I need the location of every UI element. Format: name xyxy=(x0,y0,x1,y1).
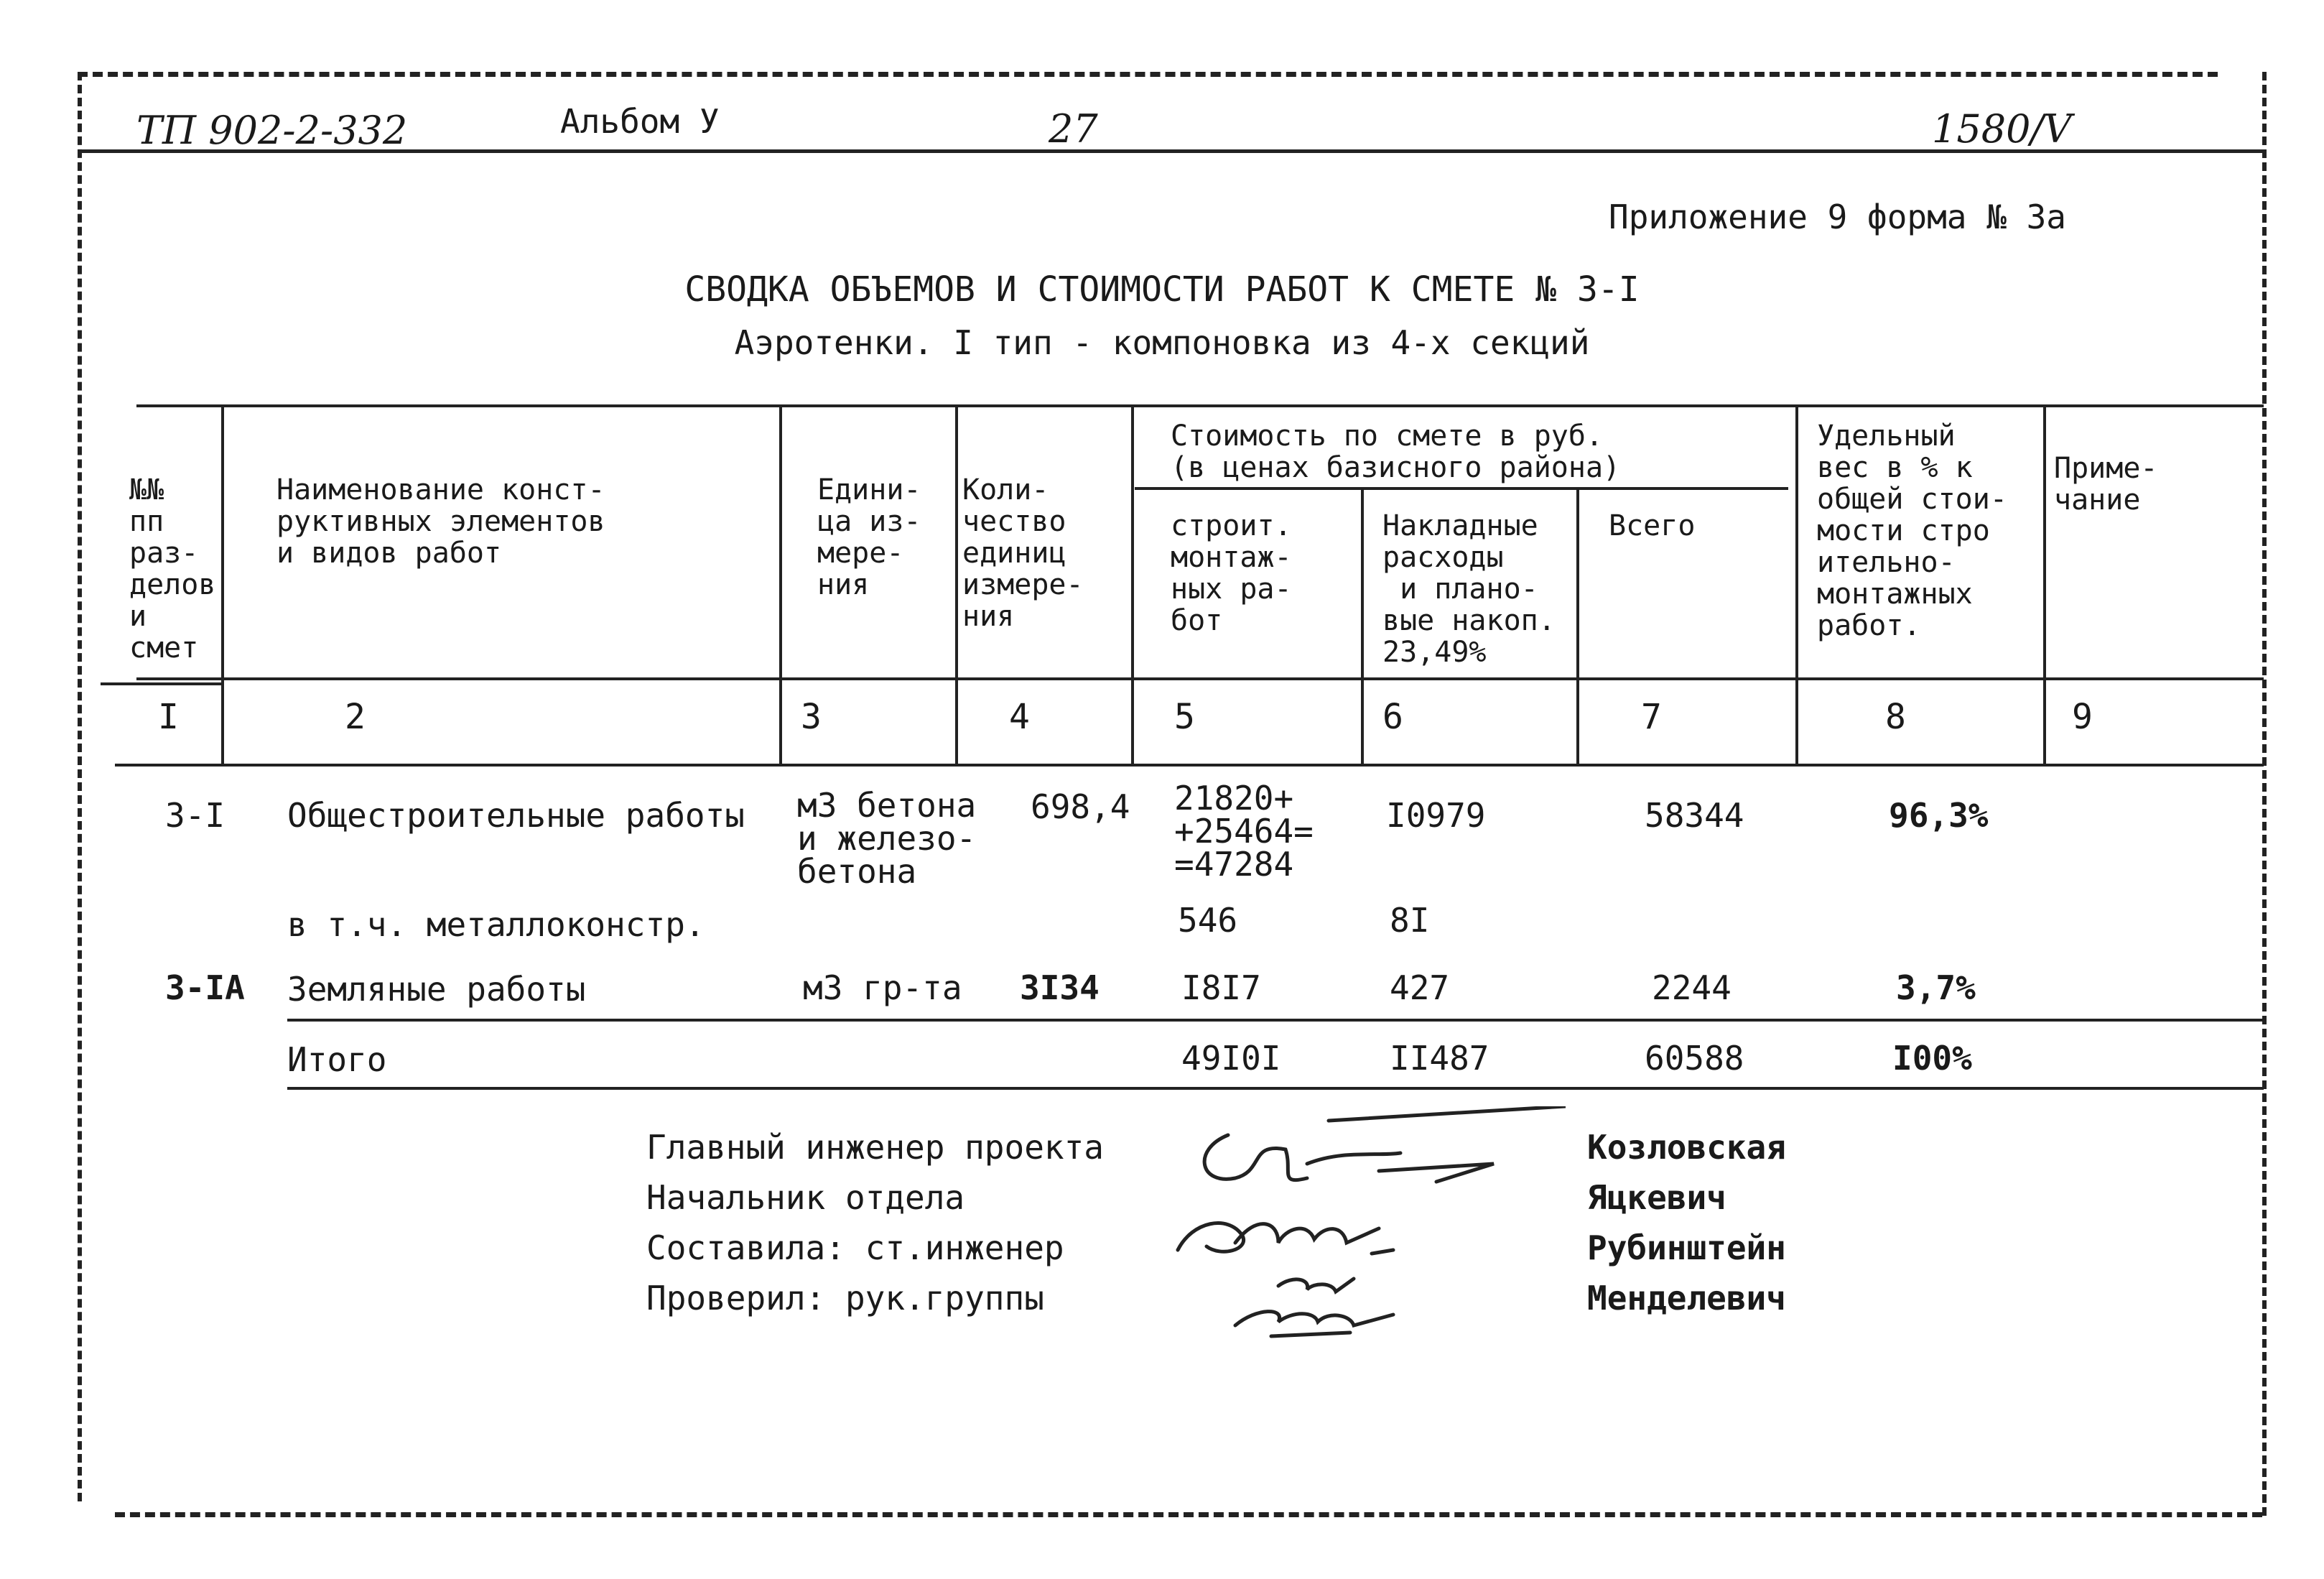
col-header-unit: Едини- ца из- мере- ния xyxy=(817,473,921,601)
col-divider-4 xyxy=(1131,404,1134,764)
col-number: 9 xyxy=(2072,697,2093,737)
signature-name: Менделевич xyxy=(1587,1279,1786,1318)
col-header-overhead: Накладные расходы и плано- вые накоп. 23,49% xyxy=(1382,509,1556,669)
page-number: 27 xyxy=(1049,106,1098,152)
col-header-note: Приме- чание xyxy=(2054,452,2158,517)
col-header-cost-group: Стоимость по смете в руб. (в ценах базисного района) xyxy=(1171,420,1621,484)
table-row-cost: 21820+ +25464= =47284 xyxy=(1174,779,1314,884)
col-number: 6 xyxy=(1382,697,1403,737)
col-number: 4 xyxy=(1009,697,1030,737)
table-row-share: 3,7% xyxy=(1896,968,1976,1007)
col-divider-7 xyxy=(1795,404,1798,764)
col-header-quantity: Коли- чество единиц измере- ния xyxy=(962,473,1084,633)
column-number-line xyxy=(115,764,2264,767)
col-header-construction-cost: строит. монтаж- ных ра- бот xyxy=(1171,509,1292,637)
table-row-unit: м3 гр-та xyxy=(803,968,962,1007)
signature-name: Козловская xyxy=(1587,1128,1786,1167)
table-row-quantity: 698,4 xyxy=(1031,787,1130,826)
album-label: Альбом У xyxy=(560,102,720,141)
table-row-total: 60588 xyxy=(1645,1039,1744,1078)
signature-name: Яцкевич xyxy=(1587,1178,1726,1217)
col-number: 7 xyxy=(1641,697,1662,737)
table-row-overhead: I0979 xyxy=(1386,796,1486,835)
col-number: I xyxy=(158,697,179,737)
col-divider-5 xyxy=(1361,488,1364,764)
table-row-unit: м3 бетона и железо- бетона xyxy=(797,786,977,891)
col-number: 5 xyxy=(1174,697,1195,737)
table-row-number: 3-I xyxy=(165,796,226,835)
table-row-name: Итого xyxy=(287,1040,387,1079)
signature-name: Рубинштейн xyxy=(1587,1228,1786,1267)
col-divider-1 xyxy=(221,404,224,764)
table-row-overhead: II487 xyxy=(1390,1039,1489,1078)
signature-role: Главный инженер проекта xyxy=(646,1128,1104,1167)
table-row-overhead: 427 xyxy=(1390,968,1450,1007)
document-subtitle: Аэротенки. I тип - компоновка из 4-х секций xyxy=(734,323,1590,362)
table-row-cost: 546 xyxy=(1178,901,1238,940)
col-divider-6 xyxy=(1576,488,1579,764)
col-header-name: Наименование конст- руктивных элементов и видов работ xyxy=(276,473,605,570)
signature-role: Начальник отдела xyxy=(646,1178,965,1217)
col-number: 2 xyxy=(345,697,366,737)
frame-top-border xyxy=(78,72,2218,77)
col-divider-2 xyxy=(779,404,782,764)
document-title: СВОДКА ОБЪЕМОВ И СТОИМОСТИ РАБОТ К СМЕТЕ № 3-I xyxy=(684,269,1640,310)
table-row-name: Земляные работы xyxy=(287,970,586,1009)
project-code: ТП 902-2-332 xyxy=(136,108,408,153)
col-header-number: №№ пп раз- делов и смет xyxy=(129,473,216,665)
handwritten-signatures xyxy=(1163,1106,1566,1343)
table-row-cost: I8I7 xyxy=(1181,968,1261,1007)
table-row-name: Общестроительные работы xyxy=(287,796,745,835)
table-top-line xyxy=(136,404,2264,407)
total-separator-line xyxy=(287,1019,2264,1022)
table-row-cost: 49I0I xyxy=(1181,1039,1281,1078)
table-row-total: 2244 xyxy=(1652,968,1732,1007)
table-row-total: 58344 xyxy=(1645,796,1744,835)
signature-role: Проверил: рук.группы xyxy=(646,1279,1044,1318)
table-row-share: I00% xyxy=(1892,1039,1972,1078)
table-row-number: 3-IА xyxy=(165,968,245,1007)
col-divider-3 xyxy=(955,404,958,764)
cost-group-line xyxy=(1135,487,1788,490)
col-divider-8 xyxy=(2043,404,2046,764)
col-header-share: Удельный вес в % к общей стои- мости стро ительно- монтажных работ. xyxy=(1817,420,2007,642)
table-bottom-line xyxy=(287,1087,2264,1090)
col-header-total: Всего xyxy=(1609,509,1696,542)
col-number: 3 xyxy=(801,697,822,737)
frame-bottom-border xyxy=(115,1512,2262,1517)
signature-role: Составила: ст.инженер xyxy=(646,1228,1064,1267)
table-row-name: в т.ч. металлоконстр. xyxy=(287,905,705,944)
table-header-line xyxy=(136,677,2264,680)
table-header-line-left xyxy=(101,682,223,685)
table-row-share: 96,3% xyxy=(1889,796,1989,835)
table-row-quantity: 3I34 xyxy=(1020,968,1100,1007)
col-number: 8 xyxy=(1885,697,1906,737)
sheet-number: 1580/V xyxy=(1932,106,2072,152)
appendix-label: Приложение 9 форма № 3а xyxy=(1609,198,2066,236)
table-row-overhead: 8I xyxy=(1390,901,1430,940)
